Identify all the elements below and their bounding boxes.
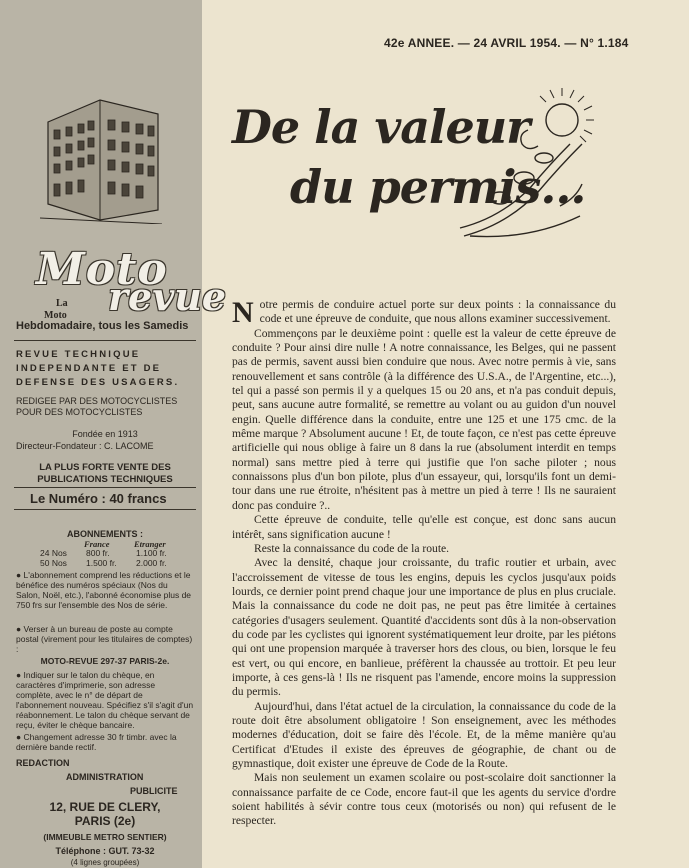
article-paragraph: Reste la connaissance du code de la route.: [254, 541, 450, 555]
address-line1: 12, RUE DE CLERY,: [49, 800, 161, 814]
row-france: 1.500 fr.: [86, 558, 117, 568]
article-paragraph: Mais non seulement un examen scolaire ou post-scolaire doit sanctionner la connaissance parfaite de ce Code, encore faut-il que les agents du service d'ordre soient habilités à sévir contre tous ceux (motorisés ou non) qui refusent de le respecter.: [232, 771, 616, 828]
building-illustration: [40, 92, 162, 224]
article-paragraph: Cette épreuve de conduite, telle qu'elle est conçue, est donc sans aucun intérêt, sans signification aucune !: [232, 513, 616, 541]
fondee-text: Fondée en 1913: [72, 429, 138, 439]
publicite-label: PUBLICITE: [130, 786, 178, 796]
col-etranger-header: Etranger: [134, 539, 166, 549]
telephone: Téléphone : GUT. 73-32: [55, 846, 155, 856]
immeuble-text: (IMMEUBLE METRO SENTIER): [43, 832, 167, 842]
drop-cap: N: [232, 296, 254, 329]
divider: [14, 487, 196, 488]
row-etranger: 2.000 fr.: [136, 558, 167, 568]
paragraph-text: otre permis de conduire actuel porte sur deux points : la connaissance du code et une épreuve de conduite, que nous allons examiner successivement.: [259, 298, 616, 326]
col-france-header: France: [84, 539, 110, 549]
row-france: 800 fr.: [86, 548, 110, 558]
bullet-abonnement: ● L'abonnement comprend les réductions et le bénéfice des numéros spéciaux (Nos du Salon, Noël, etc.), l'abonné économise plus de 750 frs sur l'ensemble des Nos de série.: [16, 570, 192, 610]
moto-revue-logo: [28, 236, 227, 321]
article-paragraph: Avec la densité, chaque jour croissante, du trafic routier et urbain, avec l'accroissement de vitesse de tous les engins, depuis les cyclos jusqu'aux poids lourds, ce dernier point prend chaque jour une importance de plus en plus cruciale. Mais la connaissance du code ne doit pas, ne peut pas être limitée à certaines catégories d'usagers seulement. Quantité d'accidents sont dûs à la non-observation du code par les cyclistes qui ignorent systématiquement leur droite, par les piétons qui ont une propension marquée à traverser hors des clous, ou bien, lorsque le feu est vert, ou qui encore, en banlieue, préfèrent la chaussée au trottoir. Et peu leur importe, à ces gens-là ! Ils ne risquent pas l'amende, encore moins la suppression du permis.: [232, 556, 616, 699]
tagline: Hebdomadaire, tous les Samedis: [16, 320, 189, 332]
article-body: [232, 298, 616, 829]
fondateur-text: Directeur-Fondateur : C. LACOME: [16, 441, 154, 451]
headline-line1: De la valeur: [232, 100, 530, 154]
revue-technique-text: REVUE TECHNIQUE INDEPENDANTE ET DE DEFENSE DES USAGERS.: [16, 349, 180, 388]
headline-line2: du permis...: [290, 160, 586, 214]
article-paragraph: Aujourd'hui, dans l'état actuel de la circulation, la connaissance du code de la route doit être absolument obligatoire ! Son enseignement, avec les méthodes modernes d'éducation, doit se faire dès l'école. Et, de la même manière qu'au Certificat d'Etudes il existe des épreuves de géographie, de chant ou de gymnastique, doit exister une épreuve de Code de la Route.: [232, 699, 616, 770]
divider: [14, 509, 196, 510]
bullet-talon: ● Indiquer sur le talon du chèque, en caractères d'imprimerie, son adresse complète, avec le n° de départ de l'abonnement nouveau. Spécifiez s'il s'agit d'un réabonnement. Le talon du chèque servant de reçu, éviter le chèque bancaire.: [16, 670, 194, 730]
redaction-label: REDACTION: [16, 758, 70, 768]
bullet-changement: ● Changement adresse 30 fr timbr. avec la dernière bande rectif.: [16, 732, 177, 752]
logo-la-word: La: [56, 298, 68, 309]
issue-line: 42e ANNEE. — 24 AVRIL 1954. — N° 1.184: [384, 36, 629, 50]
redigee-text: REDIGEE PAR DES MOTOCYCLISTES POUR DES MOTOCYCLISTES: [16, 396, 178, 417]
masthead-sidebar: [0, 0, 227, 868]
plus-forte-vente-text: LA PLUS FORTE VENTE DES PUBLICATIONS TECHNIQUES: [37, 462, 173, 485]
compte-postal: MOTO-REVUE 297-37 PARIS-2e.: [40, 656, 170, 666]
row-label: 50 Nos: [40, 558, 67, 568]
bullet-verser: ● Verser à un bureau de poste au compte postal (virement pour les titulaires de comptes) :: [16, 624, 193, 654]
abonnements-title: ABONNEMENTS :: [67, 529, 143, 539]
article-paragraph: [232, 298, 616, 327]
lignes-groupees: (4 lignes groupées): [70, 858, 140, 867]
divider: [14, 340, 196, 341]
logo-moto-word: Moto: [36, 244, 168, 295]
logo-moto-small-word: Moto: [44, 310, 67, 321]
logo-revue-word: revue: [108, 274, 227, 319]
address: [16, 800, 194, 828]
numero-price: Le Numéro : 40 francs: [30, 491, 167, 506]
row-etranger: 1.100 fr.: [136, 548, 167, 558]
address-line2: PARIS (2e): [74, 814, 136, 828]
row-label: 24 Nos: [40, 548, 67, 558]
article-paragraph: Commençons par le deuxième point : quelle est la valeur de cette épreuve de conduite ? Pour ainsi dire nulle ! A notre connaissance, les Belges, qui ne passent pas de permis, savent aussi bien conduire que nous. Avec notre permis à vie, sans renouvellement et sans contrôle (à la différence des U.S.A., de l'Argentine, etc...), tel qui a passé son permis il y a quelques 15 ou 20 ans, et n'a pas conduit depuis, peut, sans aucune autre formalité, se remettre au volant ou au guidon d'un nouvel engin. Quelle différence dans la conduite, entre une 125 et une 175 cmc. de la même marque ? Absolument aucune ! Et, de toute façon, ce n'est pas cette épreuve artificielle qui nous oblige à faire un 8 dans la rue (absolument interdit en temps normal) sans mettre pied à terre qui justifie que l'on sache piloter ; nous connaissons plus d'un bon pilote, plus d'un essayeur, qui, lorsqu'ils font un demi-tour dans une rue étroite, n'hésitent pas à mettre un pied à terre ! Ils ne sauraient donc pas conduire ?..: [232, 326, 616, 512]
administration-label: ADMINISTRATION: [66, 772, 144, 782]
